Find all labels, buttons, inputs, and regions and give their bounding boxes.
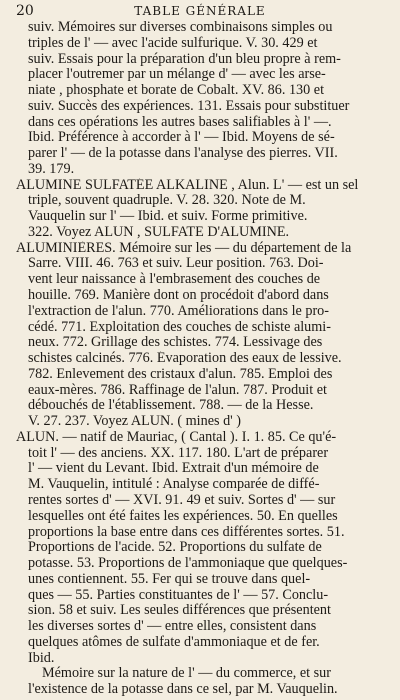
page-number: 20 xyxy=(16,3,34,19)
text-line: potasse. 53. Proportions de l'ammoniaque que quelques- xyxy=(28,556,348,572)
text-line: toit l' — des anciens. XX. 117. 180. L'art de préparer xyxy=(28,445,329,461)
text-line: Proportions de l'acide. 52. Proportions du sulfate de xyxy=(28,540,322,556)
text-line: niate , phosphate et borate de Cobalt. XV. 86. 130 et xyxy=(28,83,325,99)
text-line: parer l' — de la potasse dans l'analyse des pierres. VII. xyxy=(28,146,338,162)
text-line: Vauquelin sur l' — Ibid. et suiv. Forme primitive. xyxy=(28,209,308,225)
text-line: 782. Enlevement des cristaux d'alun. 785. Emploi des xyxy=(28,366,333,382)
text-line: suiv. Essais pour la préparation d'un bleu propre à rem- xyxy=(28,51,341,67)
text-line: proportions la base entre dans ces différentes sortes. 51. xyxy=(28,524,345,540)
text-line: eaux-mères. 786. Raffinage de l'alun. 787. Produit et xyxy=(28,382,327,398)
text-line: ALUMINIÈRES. Mémoire sur les — du département de la xyxy=(16,240,352,256)
text-line: ALUMINE SULFATÉE ALKALINE , Alun. L' — est un sel xyxy=(16,177,359,193)
text-line: suiv. Succès des expériences. 131. Essais pour substituer xyxy=(28,98,350,114)
text-line: débouchés de l'établissement. 788. — de la Hesse. xyxy=(28,398,314,414)
text-line: triple, souvent quadruple. V. 28. 320. Note de M. xyxy=(28,193,306,209)
text-line: rentes sortes d' — XVI. 91. 49 et suiv. Sortes d' — sur xyxy=(28,492,336,508)
text-line: cédé. 771. Exploitation des couches de schiste alumi- xyxy=(28,319,331,335)
text-line: Mémoire sur la nature de l' — du commerce, et sur xyxy=(42,666,331,682)
text-line: lesquelles ont été faites les expériences. 50. En quelles xyxy=(28,508,338,524)
text-line: dans ces opérations les autres bases salifiables à l' —. xyxy=(28,114,332,130)
text-line: ques — 55. Parties constituantes de l' — 57. Conclu- xyxy=(28,587,329,603)
text-line: 39. 179. xyxy=(28,161,75,177)
text-line: placer l'outremer par un mélange d' — avec les arse- xyxy=(28,67,326,83)
text-line: Ibid. Préférence à accorder à l' — Ibid. Moyens de sé- xyxy=(28,130,335,146)
page-header xyxy=(16,3,384,21)
text-line: Ibid. xyxy=(28,650,55,666)
text-line: M. Vauquelin, intitulé : Analyse comparée de diffé- xyxy=(28,477,320,493)
text-line: houille. 769. Manière dont on procédoit d'abord dans xyxy=(28,288,329,304)
text-line: les diverses sortes d' — entre elles, consistent dans xyxy=(28,619,317,635)
text-line: Sarre. VIII. 46. 763 et suiv. Leur position. 763. Doi- xyxy=(28,256,324,272)
text-line: unes contiennent. 55. Fer qui se trouve dans quel- xyxy=(28,571,311,587)
text-line: l'extraction de l'alun. 770. Améliorations dans le pro- xyxy=(28,303,330,319)
index-text xyxy=(16,20,386,698)
text-line: 322. Voyez ALUN , SULFATE D'ALUMINE. xyxy=(28,224,290,240)
text-line: vent leur naissance à l'embrasement des couches de xyxy=(28,272,321,288)
text-line: ALUN. — natif de Mauriac, ( Cantal ). I. 1. 85. Ce qu'é- xyxy=(16,429,337,445)
text-line: triples de l' — avec l'acide sulfurique. V. 30. 429 et xyxy=(28,35,318,51)
text-line: l' — vient du Levant. Ibid. Extrait d'un mémoire de xyxy=(28,461,319,477)
running-title: TABLE GÉNÉRALE xyxy=(134,4,266,18)
text-line: quelques atômes de sulfate d'ammoniaque et de fer. xyxy=(28,634,320,650)
text-line: l'existence de la potasse dans ce sel, par M. Vauquelin. xyxy=(28,682,338,698)
text-line: V. 27. 237. Voyez ALUN. ( mines d' ) xyxy=(28,414,241,430)
text-line: sion. 58 et suiv. Les seules différences que présentent xyxy=(28,603,331,619)
text-line: neux. 772. Grillage des schistes. 774. Lessivage des xyxy=(28,335,323,351)
text-line: schistes calcinés. 776. Évaporation des eaux de lessive. xyxy=(28,351,342,367)
text-line: suiv. Mémoires sur diverses combinaisons simples ou xyxy=(28,20,333,35)
